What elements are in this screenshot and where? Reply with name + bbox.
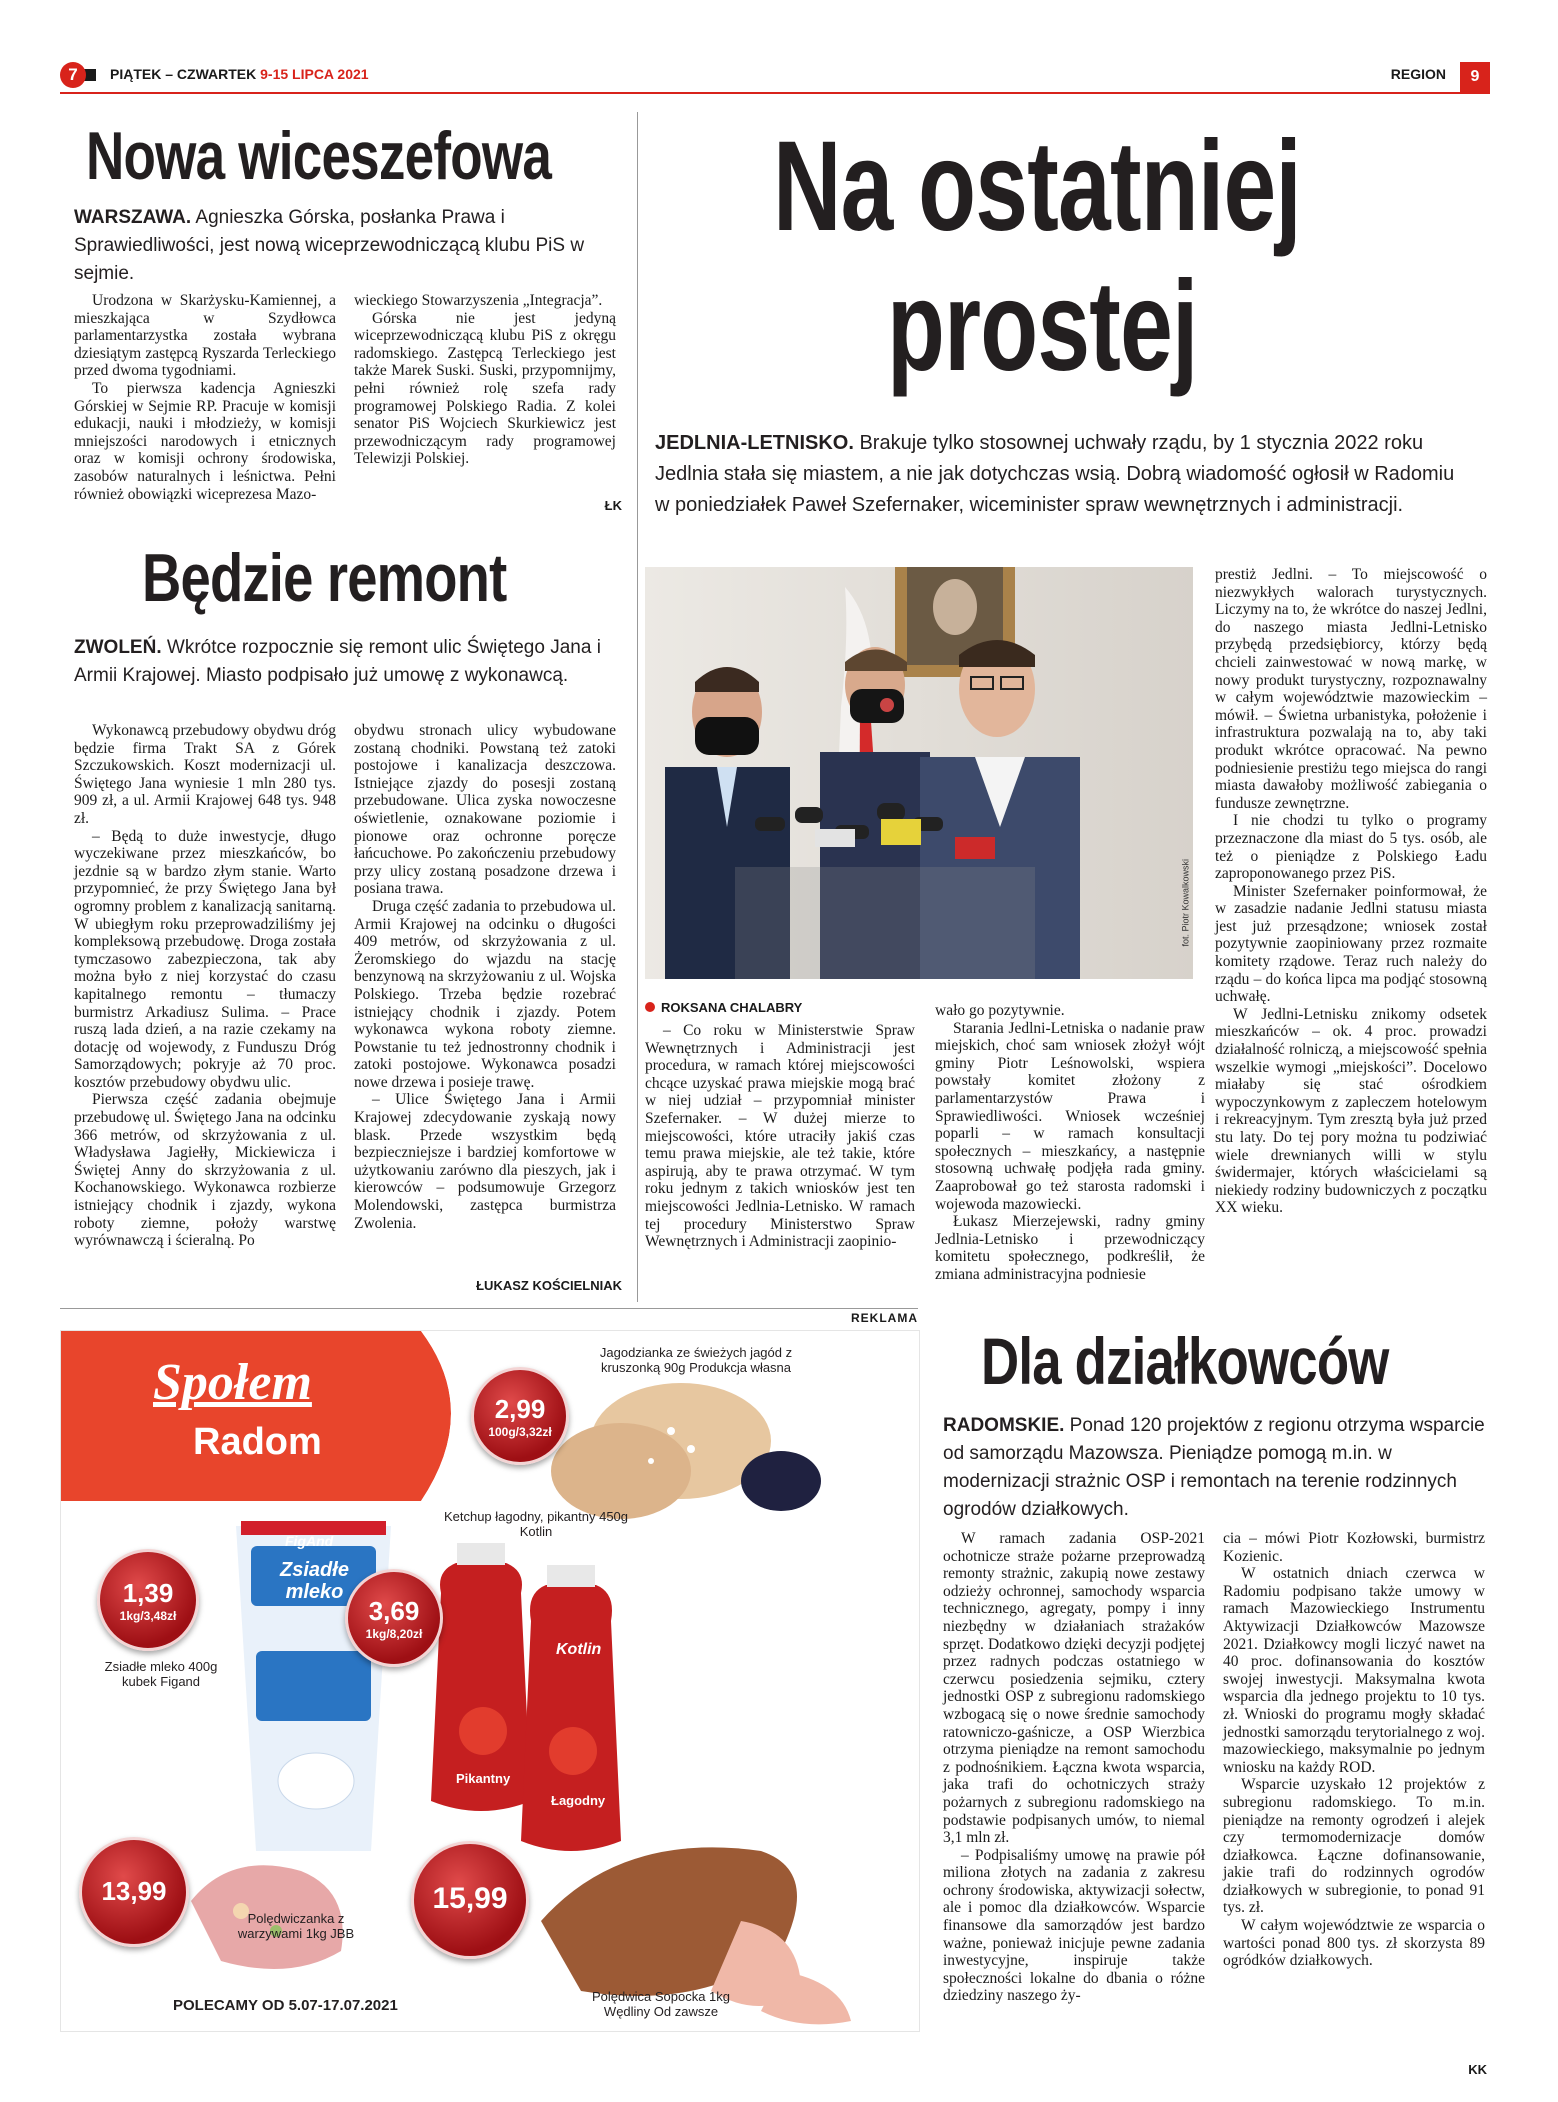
column-divider [637, 112, 638, 1302]
text-column-1 [74, 292, 336, 503]
product-label-jagodzianka: Jagodzianka ze świeżych jagód z kruszonką 90g Produkcja własna [599, 1345, 793, 1375]
paragraph: Pierwsza część zadania obejmuje przebudowę ul. Świętego Jana na odcinku 366 metrów, od skrzyżowania z ul. Władysława Jagiełły, Mickiewicza i Świętej Anny do skrzyżowania z ul. Kochanowskiego. Wykonawca rozbierze istniejący chodnik i zjazdy, wykona roboty ziemne, położy warstwę wyrównawczą i ścieralną. Po [74, 1091, 336, 1250]
price-value: 15,99 [432, 1882, 508, 1915]
price-unit: 1kg/8,20zł [365, 1627, 423, 1641]
paragraph: W ramach zadania OSP-2021 ochotnicze straże pożarne przeprowadzą remonty strażnic, zakupią nowe zestawy odzieży ochronnej, samochody wsparcia technicznego, agregaty, pompy i inny niezbędny w działaniach strażaków sprzęt. Dodatkowo dzięki decyzji podjętej przez radnych podczas ostatniego w czerwcu posiedzenia sejmiku, cztery jednostki OSP z subregionu radomskiego wzbogacą się o nowe średnie samochody ratowniczo-gaśnicze, a OSP Wierzbica otrzyma pieniądze na remont samochodu z podnośnikiem. Łączna kwota wsparcia, jaka trafi do ochotniczych straży pożarnych z subregionu radomskiego na podstawie podpisanych umów, to niemal 3,1 mln zł. [943, 1530, 1205, 1847]
photo-credit: fot. Piotr Kowalkowski [1181, 859, 1191, 947]
product-label-poledwica: Polędwica Sopocka 1kg Wędliny Od zawsze [591, 1989, 731, 2019]
headline: Dla działkowców [981, 1324, 1389, 1398]
paragraph: W ostatnich dniach czerwca w Radomiu podpisano także umowy w ramach Mazowieckiego Instrumentu Aktywizacji Działkowców Mazowsze 2021. Działkowcy mogli liczyć nawet na 40 proc. dofinansowania do kosztów swojej inwestycji. Maksymalna kwota wsparcia dla jednego projektu to 10 tys. zł. Wnioski do programu mogły składać jednostki samorządu terytorialnego z woj. mazowieckiego, maksymalnie po jednym wniosku na każdy ROD. [1223, 1565, 1485, 1776]
paragraph: Starania Jedlni-Letniska o nadanie praw miejskich, choć sam wniosek złożył wójt gminy Piotr Leśnowolski, wspiera powstały komitet złożony z parlamentarzystów Prawa i Sprawiedliwości. Wniosek wcześniej poparli – w ramach konsultacji społecznych – mieszkańcy, a następnie stosowną uchwałę podjęła rada gminy. Zaaprobował go też starosta radomski i wojewoda mazowiecki. [935, 1019, 1205, 1213]
lead-place: RADOMSKIE. [943, 1415, 1065, 1436]
brand-city: Radom [193, 1421, 322, 1463]
headline-line-1: Na ostatniej [773, 115, 1301, 258]
author-name: ROKSANA CHALABRY [661, 1000, 803, 1015]
date-range: 9-15 LIPCA 2021 [260, 66, 369, 82]
headline-line-2: prostej [887, 255, 1198, 398]
ad-footer: POLECAMY OD 5.07-17.07.2021 [173, 1997, 398, 2014]
paragraph: Wsparcie uzyskało 12 projektów z subregionu radomskiego. To m.in. pieniądze na remonty ogrodzeń i alejek czy termomodernizacje domów działkowca. Łączne dofinansowanie, jakie trafi do rodzinnych ogrodów działkowych w subregionie, to ponad 91 tys. zł. [1223, 1776, 1485, 1917]
paragraph: wało go pozytywnie. [935, 1002, 1065, 1019]
article-dzialkowcy [935, 1312, 1495, 2082]
paragraph: prestiż Jedlni. – To miejscowość o niezwykłych walorach turystycznych. Liczymy na to, że wkrótce do naszej Jedlni, do naszego miasta Jedlni-Letnisko przybędą przedsiębiorcy, którzy będą chcieli zainwestować w nową markę, w nowy produkt turystyczny, rozpoznawalny w całym województwie mazowieckim – mówił. – Świetna urbanistyka, położenie i infrastruktura pozwalają na to, aby taki produkt wkrótce opracować. Na pewno podniesienie prestiżu tego miejsca do rangi miasta dawałoby możliwość zabiegania o fundusze zewnętrzne. [1215, 566, 1487, 812]
signature: ŁUKASZ KOŚCIELNIAK [476, 1278, 622, 1293]
paragraph: Minister Szefernaker poinformował, że w zasadzie nadanie Jedlni statusu miasta jest już przesądzone; wniosek został pozytywnie zaopiniowany przez rozmaite komitety rządowe. Teraz ruch należy do rządu – do końca lipca ma podjąć stosowną uchwałę. [1215, 882, 1487, 1006]
text-column-2 [1223, 1530, 1485, 1970]
paragraph: – Podpisaliśmy umowę na prawie pół miliona złotych na zadania z zakresu ochrony środowiska, aktywizacji sołectw, ale i pomoc dla działkowców. Wsparcie finansowe dla samorządów jest bardzo ważne, ponieważ inicjuje pewne zadania inwestycyjne, inspiruje także społeczności lokalne do dbania o różne dziedziny naszego ży- [943, 1846, 1205, 2005]
issue-date [110, 66, 369, 82]
headline: Nowa wiceszefowa [86, 118, 552, 194]
lead [943, 1412, 1488, 1524]
date-prefix: PIĄTEK – CZWARTEK [110, 66, 261, 82]
signature: KK [1468, 2062, 1487, 2077]
product-label-poledwiczanka: Polędwiczanka z warzywami 1kg JBB [237, 1911, 355, 1941]
lead-text: Wkrótce rozpocznie się remont ulic Świętego Jana i Armii Krajowej. Miasto podpisało już umowę z wykonawcą. [74, 637, 601, 686]
price-value: 13,99 [101, 1876, 167, 1906]
price-tag-milk [97, 1549, 199, 1651]
paragraph: – Co roku w Ministerstwie Spraw Wewnętrznych i Administracji jest procedura, w ramach której miejscowości chcące uzyskać prawa miejskie mogą brać w niej udział – przypomniał minister Szefernaker. – W dużej mierze to miejscowości, które utraciły jakiś czas temu prawa miejskie, ale też takie, które aspirują, aby te prawa otrzymać. W tym roku jednym z takich wniosków jest ten miejscowości Jedlnia-Letnisko. W ramach tej procedury Ministerstwo Spraw Wewnętrznych i Administracji zaopinio- [645, 1022, 915, 1251]
paragraph: W Jedlni-Letnisku znikomy odsetek mieszkańców – ok. 4 proc. prowadzi działalność rolniczą, a miejscowość spełnia wszelkie wymogi „miejskości”. Docelowo miałaby się stać ośrodkiem wypoczynkowym z zapleczem hotelowym i rekreacyjnym. Tym zresztą była już przed stu laty. Do tej pory można tu podziwiać wiele drewnianych willi w stylu świdermajer, których właścicielami są niekiedy rodziny budowniczych z początku XX wieku. [1215, 1005, 1487, 1217]
lead-place: WARSZAWA. [74, 207, 192, 228]
price-tag-poledwiczanka [79, 1837, 189, 1947]
ketchup-hot: Pikantny [456, 1771, 511, 1786]
price-tag-poledwica [411, 1841, 529, 1959]
newspaper-logo: 7 [60, 62, 86, 88]
price-value: 2,99 [494, 1394, 546, 1424]
text-column-2 [935, 1002, 1205, 1284]
ad-separator [60, 1308, 918, 1309]
article-remont [72, 530, 622, 1305]
price-unit: 100g/3,32zł [488, 1425, 552, 1439]
product-label-ketchup: Ketchup łagodny, pikantny 450g Kotlin [443, 1509, 629, 1539]
text-column-1 [74, 722, 336, 1250]
author-dot-icon [645, 1002, 655, 1012]
price-tag-ketchup [345, 1569, 443, 1667]
paragraph: I nie chodzi tu tylko o programy przeznaczone dla miast do 5 tys. osób, ale też o pieniądze z Polskiego Ładu zaproponowanego przez PiS. [1215, 812, 1487, 883]
author-line [645, 1000, 802, 1015]
paragraph: Górska nie jest jedyną wiceprzewodniczącą klubu PiS z okręgu radomskiego. Zastępcą Terleckiego jest także Marek Suski. Suski, przypomnijmy, pełni również rolę szefa rady programowej Polskiego Radia. Z kolei senator PiS Wojciech Skurkiewicz jest przewodniczącym rady programowej Telewizji Polskiej. [354, 309, 616, 468]
lead [74, 204, 622, 288]
paragraph: Urodzona w Skarżysku-Kamiennej, a mieszkająca w Szydłowca parlamentarzystka została wybrana dziesiątym zastępcą Ryszarda Terleckiego przed dwoma tygodniami. [74, 292, 336, 380]
lead-place: ZWOLEŃ. [74, 637, 162, 658]
lead-text: Brakuje tylko stosownej uchwały rządu, by 1 stycznia 2022 roku Jedlnia stała się miastem, a nie jak dotychczas wsią. Dobrą wiadomość ogłosił w Radomiu w poniedziałek Paweł Szefernaker, wiceminister spraw wewnętrznych i administracji. [655, 432, 1455, 516]
paragraph: obydwu stronach ulicy wybudowane zostaną chodniki. Powstaną też zatoki postojowe i kanalizacja deszczowa. Istniejące zjazdy do posesji zostaną przebudowane. Ulica zyska nowoczesne oświetlenie, oznakowane poziomie i pionowe oraz ochronne poręcze łańcuchowe. Po zakończeniu przebudowy przy ulicy zostaną posadzone drzewa i posiana trawa. [354, 722, 616, 898]
advertisement [60, 1330, 920, 2032]
paragraph: Wykonawcą przebudowy obydwu dróg będzie firma Trakt SA z Górek Szczukowskich. Koszt modernizacji ul. Świętego Jana wyniesie 1 mln 280 tys. 909 zł, a ul. Armii Krajowej 648 tys. 948 zł. [74, 722, 336, 827]
text-column-1 [645, 1022, 915, 1251]
milk-brand: FigAnd [285, 1533, 334, 1549]
text-column-1 [943, 1530, 1205, 2005]
lead [74, 634, 622, 690]
photo-illustration [645, 567, 1193, 979]
page-number: 9 [1460, 62, 1490, 92]
milk-package-text: Zsiadłe mleko [280, 1559, 349, 1603]
lead [655, 428, 1465, 521]
paragraph: Druga część zadania to przebudowa ul. Armii Krajowej na odcinku o długości 409 metrów, od skrzyżowania z ul. Żeromskiego do wjazdu na stację benzynową na skrzyżowaniu z ul. Wojska Polskiego. Trzeba będzie rozebrać istniejący chodnik i zjazdy. Potem wykonawca wykona roboty ziemne. Powstanie tu też jednostronny chodnik i zatoki postojowe. Wykonawca posadzi nowe drzewa i posieje trawę. [354, 897, 616, 1091]
section-name: REGION [1390, 66, 1446, 82]
signature: ŁK [604, 498, 622, 513]
price-value: 3,69 [368, 1596, 420, 1626]
price-unit: 1kg/3,48zł [119, 1609, 177, 1623]
lead-text: Agnieszka Górska, posłanka Prawa i Sprawiedliwości, jest nową wiceprzewodniczącą klubu PiS w sejmie. [74, 207, 585, 284]
paragraph: To pierwsza kadencja Agnieszki Górskiej w Sejmie RP. Pracuje w komisji edukacji, nauki i młodzieży, w komisji mniejszości narodowych i etnicznych oraz w komisji ochrony środowiska, zasobów naturalnych i leśnictwa. Pełni również obowiązki wiceprezesa Mazo- [74, 379, 336, 503]
headline: Będzie remont [142, 540, 507, 616]
product-label-milk: Zsiadłe mleko 400g kubek Figand [104, 1659, 218, 1689]
ad-label: REKLAMA [851, 1311, 918, 1325]
text-column-2 [354, 722, 616, 1232]
price-tag-jagodzianka [471, 1367, 569, 1465]
paragraph: cia – mówi Piotr Kozłowski, burmistrz Kozienic. [1223, 1530, 1485, 1565]
ketchup-mild: Łagodny [551, 1793, 606, 1808]
paragraph: wieckiego Stowarzyszenia „Integracja”. [354, 292, 603, 309]
paragraph: Łukasz Mierzejewski, radny gminy Jedlnia-Letnisko i przewodniczący komitetu społecznego, podkreślił, że zmiana administracyjna podniesie [935, 1213, 1205, 1283]
paragraph: – Będą to duże inwestycje, długo wyczekiwane przez mieszkańców, bo jezdnie są w bardzo złym stanie. Warto przypomnieć, że przy Świętego Jana był ogromny problem z kanalizacją sanitarną. W ubiegłym roku przeprowadziliśmy jej kompleksową przebudowę. Droga została tymczasowo zabezpieczona, tak aby można było z niej korzystać do czasu kapitalnego remontu – tłumaczy burmistrz Arkadiusz Sulima. – Prace ruszą lada dzień, a na razie czekamy na dotację od wojewody, z Funduszu Dróg Samorządowych; pokryje aż 70 proc. kosztów przebudowy obydwu ulic. [74, 827, 336, 1091]
header-rule [60, 92, 1490, 94]
page-header [60, 62, 1490, 92]
press-conference-photo [645, 567, 1193, 979]
text-column-2 [354, 292, 616, 468]
text-column-3 [1215, 566, 1487, 1217]
lead-text: Ponad 120 projektów z regionu otrzyma wsparcie od samorządu Mazowsza. Pieniądze pomogą m.in. w modernizacji strażnic OSP i remontach na terenie rodzinnych ogrodów działkowych. [943, 1415, 1485, 1520]
price-value: 1,39 [122, 1578, 174, 1608]
brand-logo: Społem [153, 1354, 312, 1411]
paragraph: – Ulice Świętego Jana i Armii Krajowej zdecydowanie zyskają nowy blask. Przede wszystkim będą bezpieczniejsze i bardziej komfortowe w użytkowaniu zarówno dla pieszych, jak i kierowców – podsumowuje Grzegorz Molendowski, zastępca burmistrza Zwolenia. [354, 1091, 616, 1232]
article-wiceszefowa [72, 112, 622, 530]
lead-place: JEDLNIA-LETNISKO. [655, 432, 854, 454]
paragraph: W całym województwie ze wsparcia o wartości ponad 800 tys. zł skorzysta 89 ogródków działkowych. [1223, 1917, 1485, 1970]
ketchup-brand: Kotlin [556, 1641, 602, 1658]
